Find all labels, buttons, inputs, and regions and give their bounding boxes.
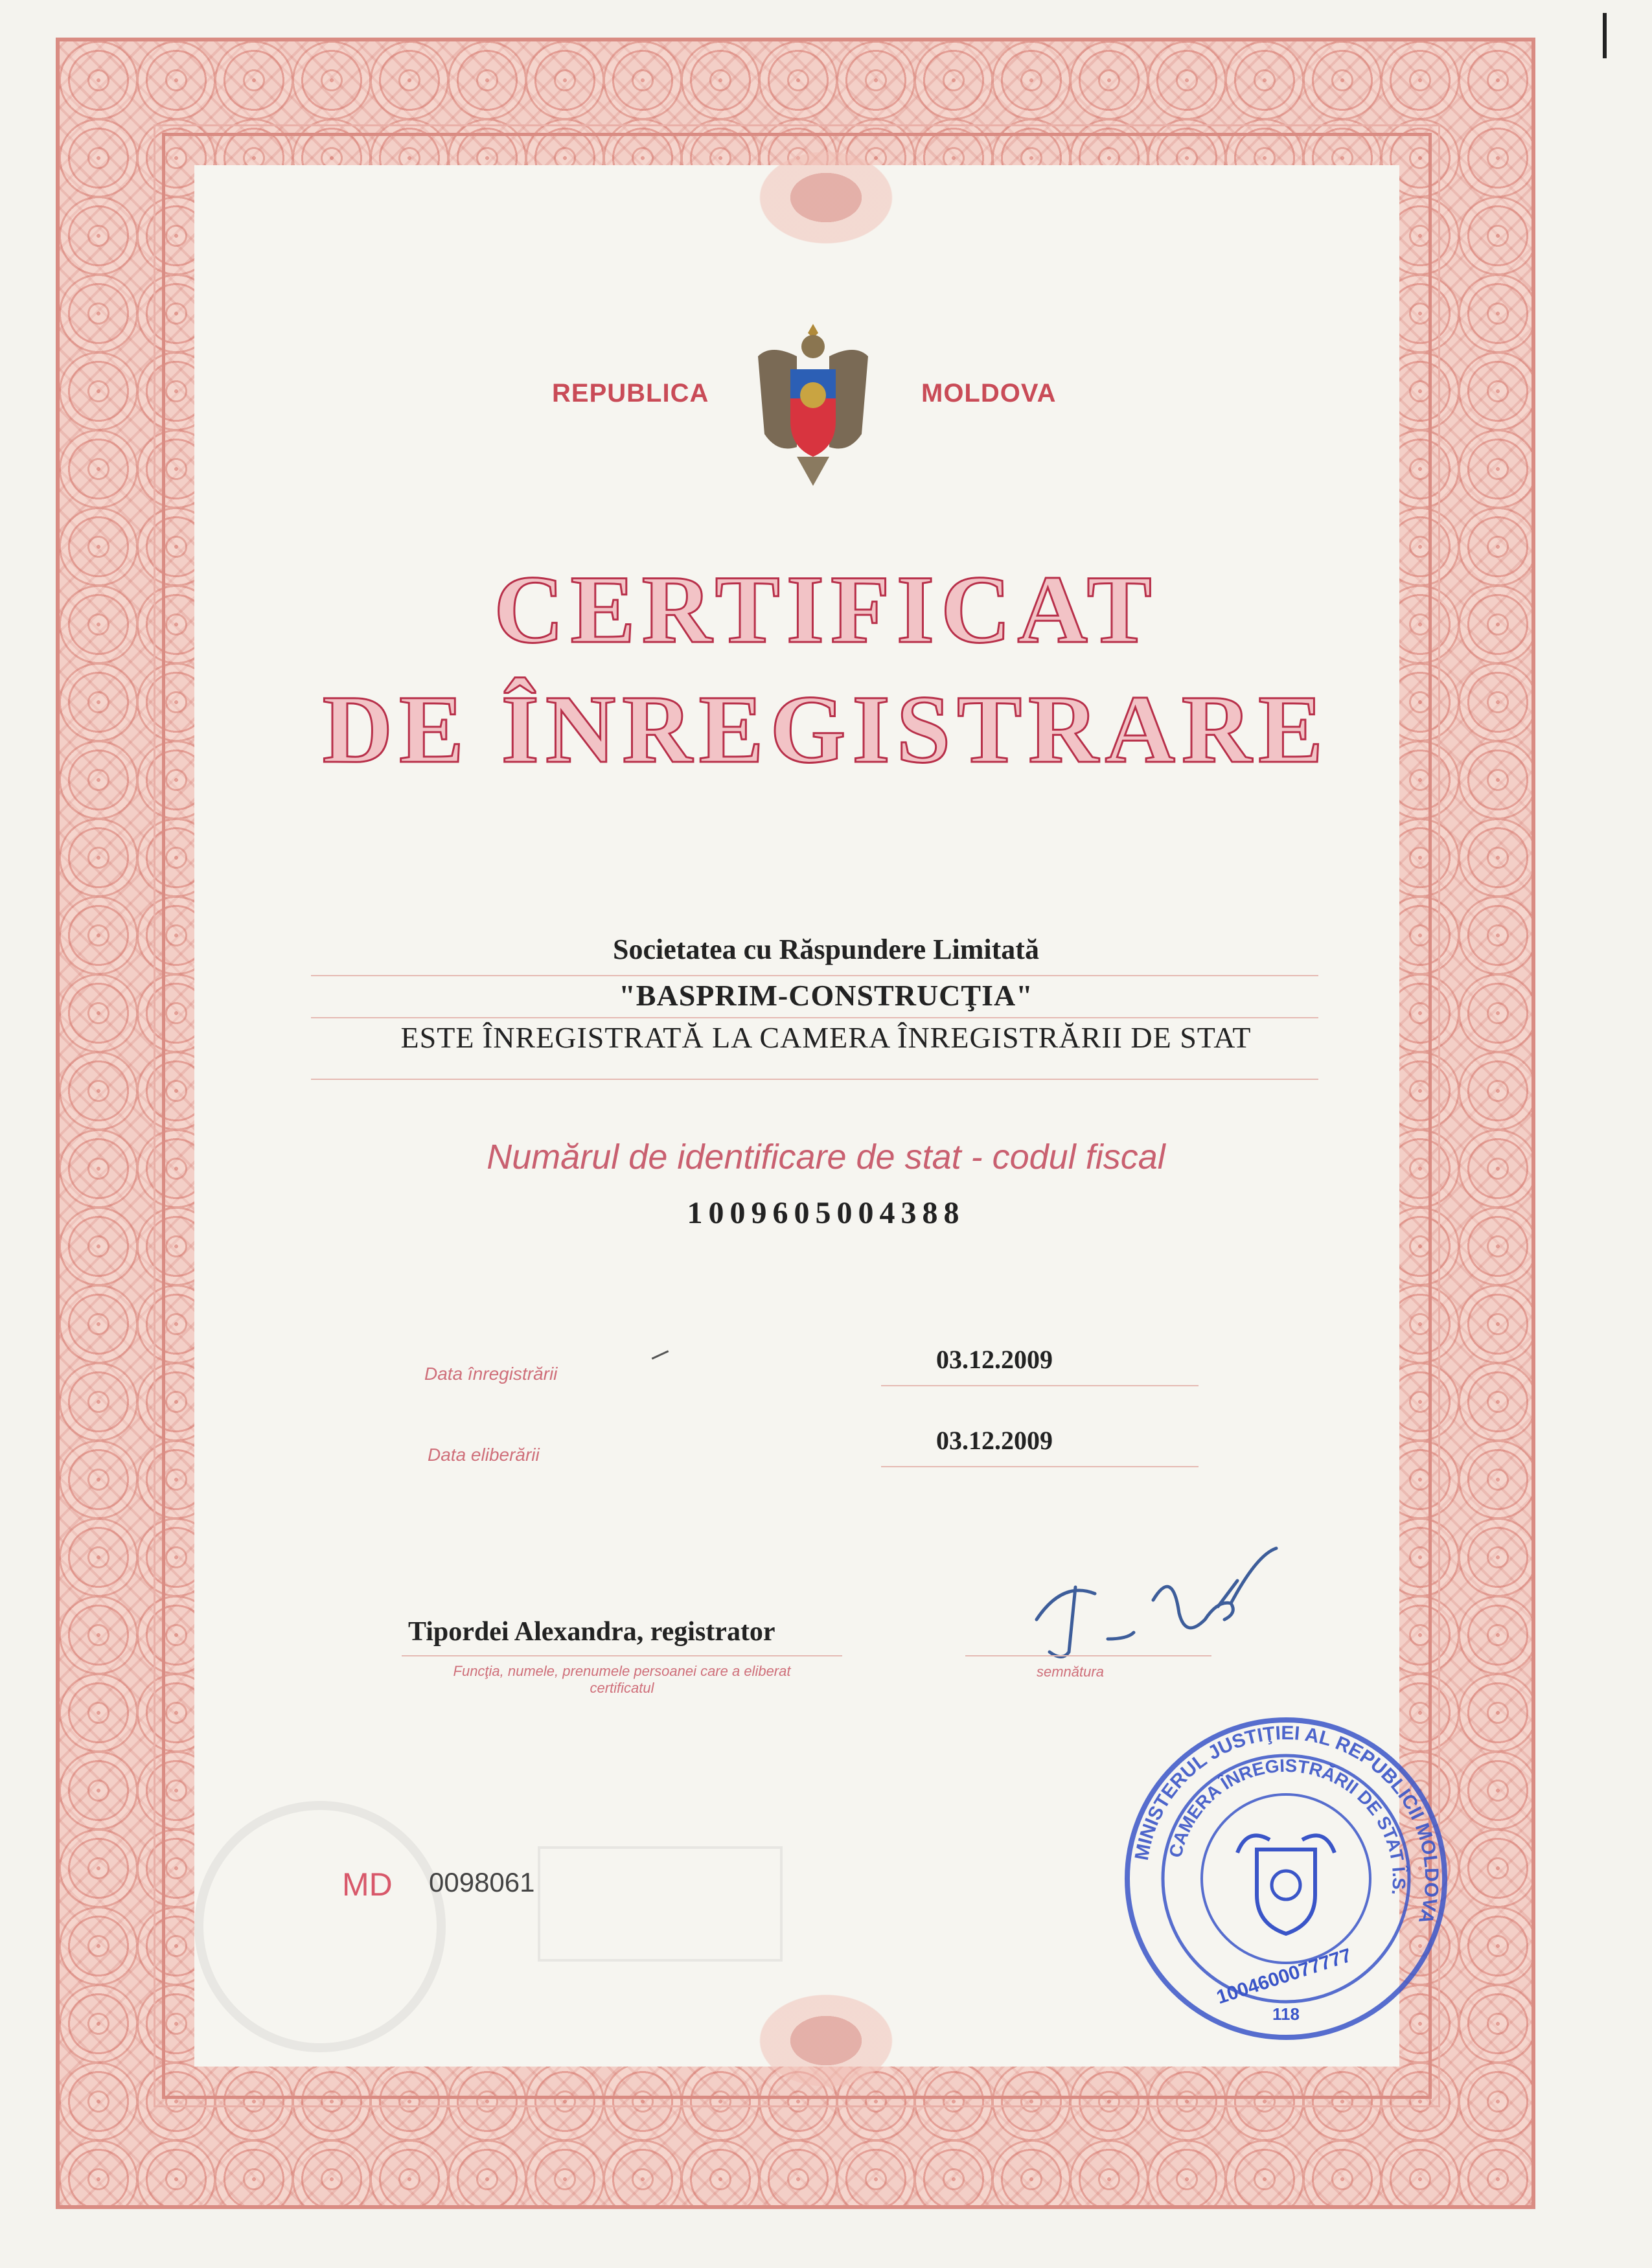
signature-label: semnătura: [1037, 1664, 1104, 1680]
registrar-note: Funcţia, numele, prenumele persoanei care a eliberat certificatul: [453, 1663, 791, 1696]
faded-stamp-box: [538, 1846, 783, 1962]
certificate-title-line1: CERTIFICAT: [494, 556, 1158, 663]
official-seal-stamp: [1118, 1710, 1454, 2047]
divider: [965, 1655, 1211, 1656]
divider: [881, 1385, 1199, 1386]
divider: [311, 1017, 1318, 1018]
divider: [311, 1079, 1318, 1080]
faded-stamp: [194, 1801, 446, 2052]
seal-outer-text: MINISTERUL JUSTIŢIEI AL REPUBLICII MOLDOVA: [1130, 1722, 1443, 1927]
issue-date-label: Data eliberării: [428, 1445, 540, 1465]
header-republica: REPUBLICA: [552, 379, 709, 407]
header-moldova: MOLDOVA: [921, 379, 1057, 407]
registration-statement: ESTE ÎNREGISTRATĂ LA CAMERA ÎNREGISTRĂRII DE STAT: [400, 1021, 1252, 1054]
coat-of-arms-icon: [745, 317, 881, 492]
divider: [402, 1655, 842, 1656]
bottom-ornament: [742, 1982, 910, 2099]
serial-number: 0098061: [429, 1867, 535, 1897]
seal-code: 118: [1272, 2004, 1300, 2024]
registration-date-label: Data înregistrării: [424, 1364, 558, 1384]
idno-label: Numărul de identificare de stat - codul fiscal: [487, 1138, 1165, 1176]
divider: [881, 1466, 1199, 1467]
seal-inner-text: CAMERA ÎNREGISTRĂRII DE STAT Î.S.: [1165, 1755, 1410, 1897]
seal-number: 1004600077777: [1213, 1944, 1355, 2009]
divider: [311, 975, 1318, 976]
serial-prefix: MD: [342, 1866, 393, 1903]
registrar-name: Tipordei Alexandra, registrator: [408, 1617, 775, 1647]
idno-value: 1009605004388: [687, 1196, 965, 1230]
issue-date-value: 03.12.2009: [936, 1426, 1053, 1455]
company-name: "BASPRIM-CONSTRUCŢIA": [619, 979, 1033, 1012]
certificate-title-line2: DE ÎNREGISTRARE: [322, 676, 1330, 783]
top-ornament: [742, 139, 910, 256]
scan-edge-mark: [1603, 13, 1607, 58]
company-type: Societatea cu Răspundere Limitată: [613, 934, 1039, 965]
signature: [1024, 1542, 1296, 1671]
registration-date-value: 03.12.2009: [936, 1345, 1053, 1374]
